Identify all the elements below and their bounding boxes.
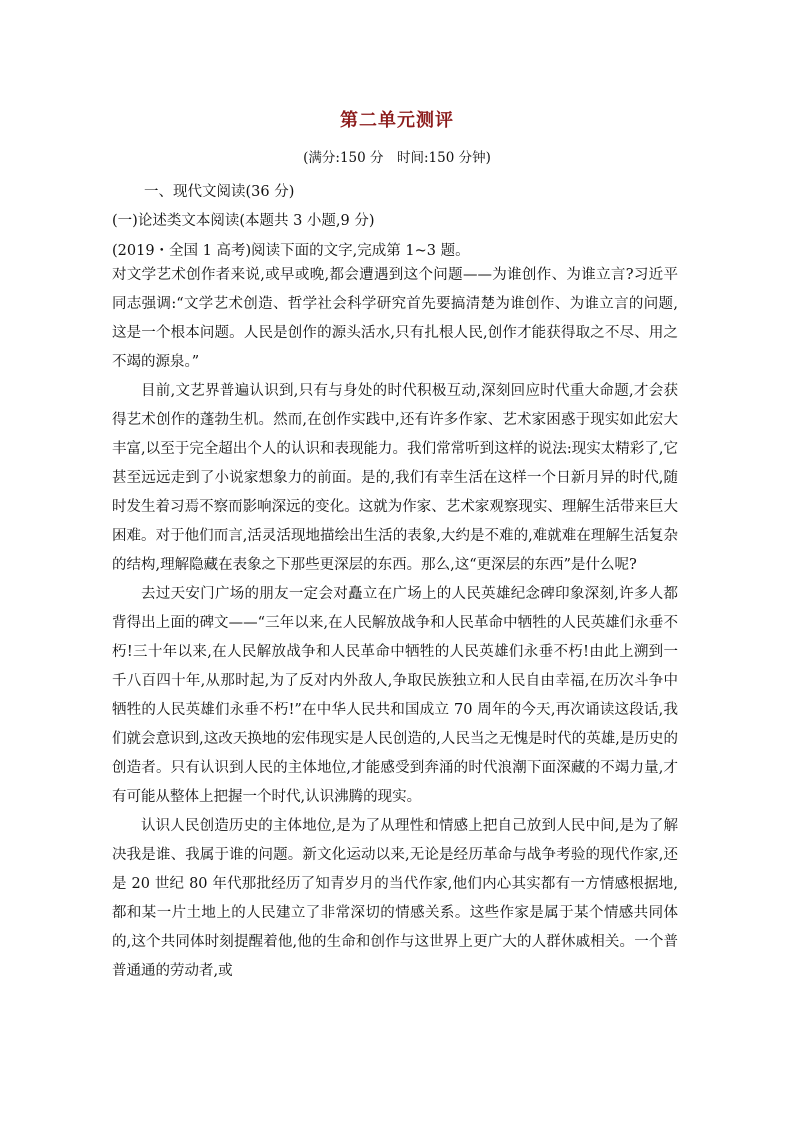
passage-paragraph-2: 目前,文艺界普遍认识到,只有与身处的时代积极互动,深刻回应时代重大命题,才会获得艺术创作的蓬勃生机。然而,在创作实践中,还有许多作家、艺术家困惑于现实如此宏大丰富,以至于完全超出个人的认识和表现能力。我们常常听到这样的说法:现实太精彩了,它甚至远远走到了小说家想象力的前面。是的,我们有幸生活在这样一个日新月异的时代,随时发生着习焉不察而影响深远的变化。这就为作家、艺术家观察现实、理解生活带来巨大困难。对于他们而言,活灵活现地描绘出生活的表象,大约是不难的,难就难在理解生活复杂的结构,理解隐藏在表象之下那些更深层的东西。那么,这“更深层的东西”是什么呢?: [112, 383, 678, 573]
score-time-info: (满分:150 分 时间:150 分钟): [303, 150, 491, 166]
document-title: 第二单元测评: [340, 110, 454, 131]
passage-paragraph-3: 去过天安门广场的朋友一定会对矗立在广场上的人民英雄纪念碑印象深刻,许多人都背得出上面的碑文——“三年以来,在人民解放战争和人民革命中牺牲的人民英雄们永垂不朽!三十年以来,在人民解放战争和人民革命中牺牲的人民英雄们永垂不朽!由此上溯到一千八百四十年,从那时起,为了反对内外敌人,争取民族独立和人民自由幸福,在历次斗争中牺牲的人民英雄们永垂不朽!”在中华人民共和国成立 70 周年的今天,再次诵读这段话,我们就会意识到,这改天换地的宏伟现实是人民创造的,人民当之无愧是时代的英雄,是历史的创造者。只有认识到人民的主体地位,才能感受到奔涌的时代浪潮下面深藏的不竭力量,才有可能从整体上把握一个时代,认识沸腾的现实。: [112, 586, 678, 805]
section-heading: 一、现代文阅读(36 分): [144, 184, 295, 200]
subsection-heading: (一)论述类文本阅读(本题共 3 小题,9 分): [112, 213, 375, 229]
passage-paragraph-1: 对文学艺术创作者来说,或早或晚,都会遭遇到这个问题——为谁创作、为谁立言?习近平同志强调:“文学艺术创造、哲学社会科学研究首先要搞清楚为谁创作、为谁立言的问题,这是一个根本问题。人民是创作的源头活水,只有扎根人民,创作才能获得取之不尽、用之不竭的源泉。”: [112, 267, 678, 370]
passage-paragraph-4: 认识人民创造历史的主体地位,是为了从理性和情感上把自己放到人民中间,是为了解决我是谁、我属于谁的问题。新文化运动以来,无论是经历革命与战争考验的现代作家,还是 20 世纪 80 年代那批经历了知青岁月的当代作家,他们内心其实都有一方情感根据地,都和某一片土地上的人民建立了非常深切的情感关系。这些作家是属于某个情感共同体的,这个共同体时刻提醒着他,他的生命和创作与这世界上更广大的人群休戚相关。一个普普通通的劳动者,或: [112, 818, 678, 979]
reading-instruction: (2019・全国 1 高考)阅读下面的文字,完成第 1~3 题。: [112, 243, 470, 259]
reading-passage: [112, 261, 678, 986]
